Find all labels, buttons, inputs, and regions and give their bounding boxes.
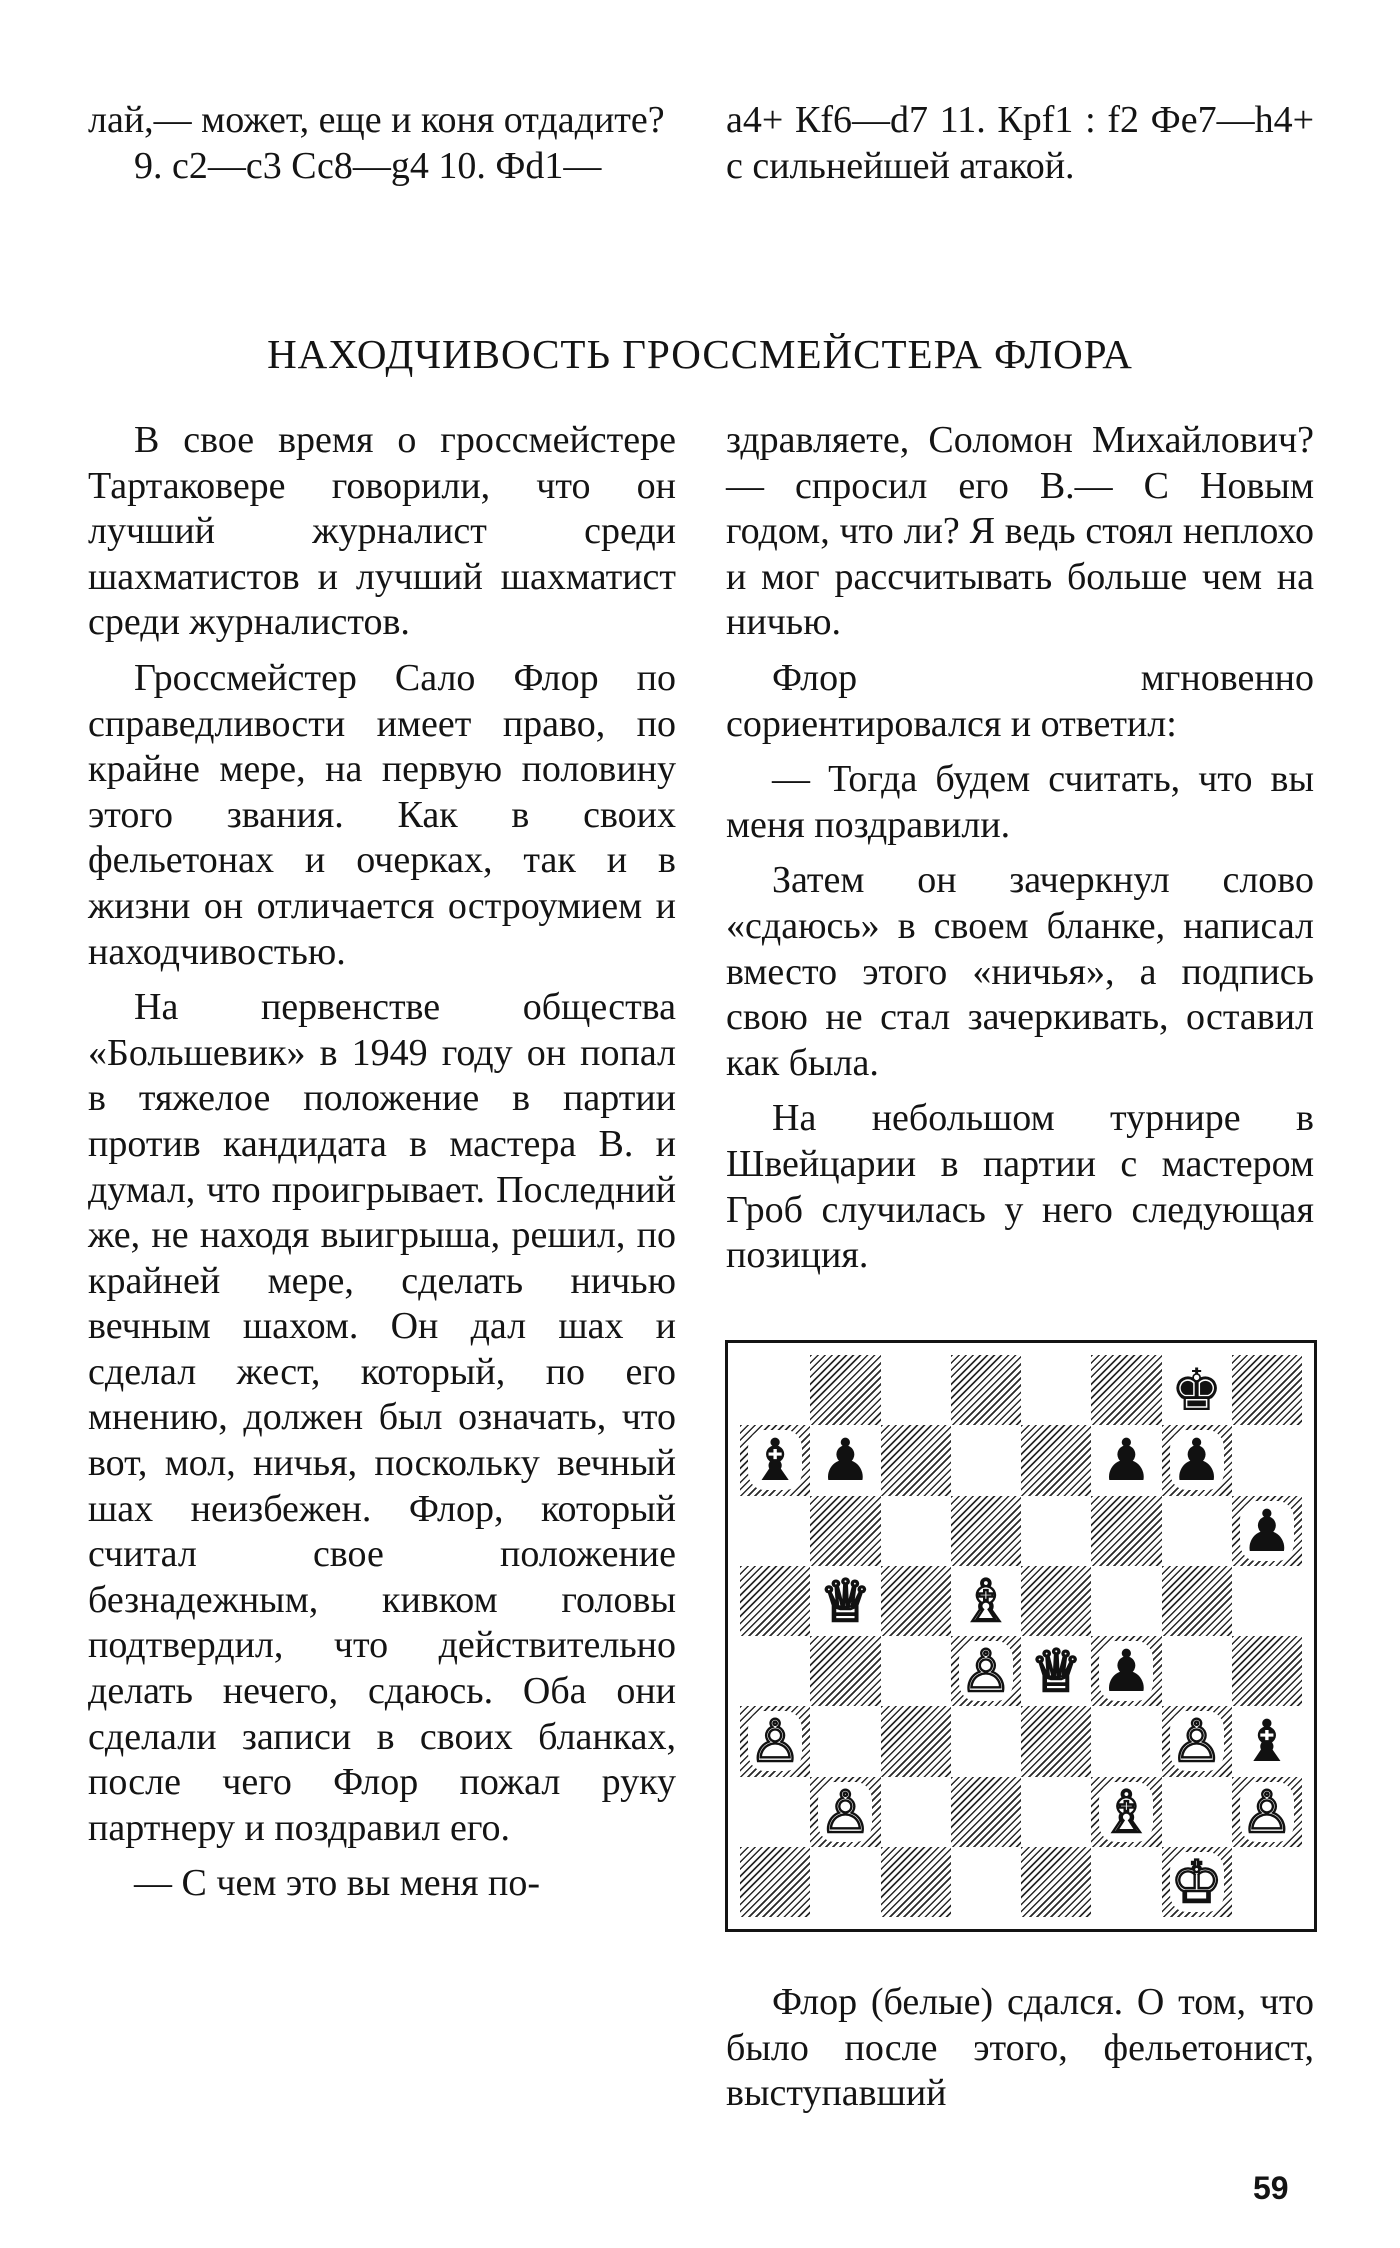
paragraph: a4+ Кf6—d7 11. Крf1 : f2 Фе7—h4+ с сильнейшей атакой. [726, 99, 1314, 187]
white-queen-icon: ♕ [1030, 1637, 1083, 1706]
right-column [726, 418, 1314, 1279]
square-b3 [810, 1706, 880, 1776]
square-g2 [1162, 1777, 1232, 1847]
white-pawn-icon: ♙ [819, 1777, 872, 1846]
square-h6 [1232, 1496, 1302, 1566]
square-e4 [1021, 1636, 1091, 1706]
black-pawn-icon: ♟ [1100, 1426, 1153, 1495]
square-e5 [1021, 1566, 1091, 1636]
paragraph: На первенстве общества «Большевик» в 1949 году он попал в тяжелое положение в партии против кандидата в мастера В. и думал, что проигрывает. Последний же, не находя выигрыша, решил, по крайней мере, сделать ничью вечным шахом. Он дал шах и сделал жест, который, по его мнению, должен был означать, что вот, мол, ничья, поскольку вечный шах неизбежен. Флор, который считал свое положение безнадежным, кивком головы подтвердил, что действительно делать нечего, сдаюсь. Оба они сделали записи в своих бланках, после чего Флор пожал руку партнеру и поздравил его. [88, 986, 676, 1849]
square-b1 [810, 1847, 880, 1917]
top-right-column [726, 98, 1314, 189]
square-f3 [1091, 1706, 1161, 1776]
square-g5 [1162, 1566, 1232, 1636]
square-a8 [740, 1355, 810, 1425]
paragraph: Флор мгновенно сориентировался и ответил: [726, 656, 1314, 745]
square-h3 [1232, 1706, 1302, 1776]
square-g7 [1162, 1425, 1232, 1495]
white-pawn-icon: ♙ [1170, 1707, 1223, 1776]
white-bishop-icon: ♗ [959, 1566, 1012, 1635]
white-pawn-icon: ♙ [1240, 1777, 1293, 1846]
square-f8 [1091, 1355, 1161, 1425]
square-d5 [951, 1566, 1021, 1636]
square-f1 [1091, 1847, 1161, 1917]
square-f5 [1091, 1566, 1161, 1636]
paragraph: здравляете, Соломон Михайлович? — спросил его В.— С Новым годом, что ли? Я ведь стоял неплохо и мог рассчитывать больше чем на ничью. [726, 419, 1314, 644]
paragraph: Гроссмейстер Сало Флор по справедливости имеет право, по крайне мере, на первую половину этого звания. Как в своих фельетонах и очерках, так и в жизни он отличается остроумием и находчивостью. [88, 656, 676, 973]
square-h8 [1232, 1355, 1302, 1425]
square-d3 [951, 1706, 1021, 1776]
paragraph: 9. c2—c3 Сс8—g4 10. Фd1— [134, 144, 602, 187]
square-e3 [1021, 1706, 1091, 1776]
square-d7 [951, 1425, 1021, 1495]
white-king-icon: ♔ [1170, 1847, 1223, 1916]
caption-column [726, 1980, 1314, 2117]
paragraph: — Тогда будем считать, что вы меня поздравили. [726, 758, 1314, 846]
diagram-caption: Флор (белые) сдался. О том, что было после этого, фельетонист, выступавший [726, 1981, 1314, 2115]
square-a1 [740, 1847, 810, 1917]
section-title: НАХОДЧИВОСТЬ ГРОССМЕЙСТЕРА ФЛОРА [267, 331, 1133, 377]
square-g3 [1162, 1706, 1232, 1776]
top-left-column [88, 98, 676, 189]
square-b7 [810, 1425, 880, 1495]
square-e8 [1021, 1355, 1091, 1425]
square-e6 [1021, 1496, 1091, 1566]
square-d4 [951, 1636, 1021, 1706]
square-d6 [951, 1496, 1021, 1566]
square-d8 [951, 1355, 1021, 1425]
square-h7 [1232, 1425, 1302, 1495]
square-a2 [740, 1777, 810, 1847]
paragraph: Затем он зачеркнул слово «сдаюсь» в своем бланке, написал вместо этого «ничья», а подпись свою не стал зачеркивать, оставил как была. [726, 859, 1314, 1084]
square-c2 [881, 1777, 951, 1847]
square-d1 [951, 1847, 1021, 1917]
black-bishop-icon: ♝ [1240, 1707, 1293, 1776]
square-f4 [1091, 1636, 1161, 1706]
white-bishop-icon: ♗ [1100, 1777, 1153, 1846]
white-pawn-icon: ♙ [959, 1637, 1012, 1706]
square-b4 [810, 1636, 880, 1706]
square-f2 [1091, 1777, 1161, 1847]
paragraph: лай,— может, еще и коня отдадите? [88, 99, 665, 141]
square-e1 [1021, 1847, 1091, 1917]
square-e2 [1021, 1777, 1091, 1847]
paragraph: — С чем это вы меня по- [134, 1862, 540, 1905]
chess-diagram [725, 1340, 1317, 1932]
square-a3 [740, 1706, 810, 1776]
square-a5 [740, 1566, 810, 1636]
square-c8 [881, 1355, 951, 1425]
black-pawn-icon: ♟ [819, 1426, 872, 1495]
square-h2 [1232, 1777, 1302, 1847]
square-b6 [810, 1496, 880, 1566]
square-b5 [810, 1566, 880, 1636]
square-b2 [810, 1777, 880, 1847]
square-a7 [740, 1425, 810, 1495]
square-g4 [1162, 1636, 1232, 1706]
square-c7 [881, 1425, 951, 1495]
square-c5 [881, 1566, 951, 1636]
square-h1 [1232, 1847, 1302, 1917]
square-h4 [1232, 1636, 1302, 1706]
square-g6 [1162, 1496, 1232, 1566]
square-c4 [881, 1636, 951, 1706]
white-queen-icon: ♕ [819, 1566, 872, 1635]
left-column [88, 418, 676, 1907]
square-c6 [881, 1496, 951, 1566]
black-king-icon: ♚ [1170, 1356, 1223, 1425]
square-b8 [810, 1355, 880, 1425]
black-pawn-icon: ♟ [1170, 1426, 1223, 1495]
square-c1 [881, 1847, 951, 1917]
square-e7 [1021, 1425, 1091, 1495]
paragraph: На небольшом турнире в Швейцарии в партии с мастером Гроб случилась у него следующая позиция. [726, 1097, 1314, 1277]
square-d2 [951, 1777, 1021, 1847]
square-f7 [1091, 1425, 1161, 1495]
square-h5 [1232, 1566, 1302, 1636]
page-number: 59 [1253, 2170, 1289, 2206]
square-c3 [881, 1706, 951, 1776]
chess-board [740, 1355, 1302, 1917]
black-bishop-icon: ♝ [749, 1426, 802, 1495]
square-f6 [1091, 1496, 1161, 1566]
white-pawn-icon: ♙ [749, 1707, 802, 1776]
paragraph: В свое время о гроссмейстере Тартаковере говорили, что он лучший журналист среди шахматистов и лучший шахматист среди журналистов. [88, 419, 676, 644]
square-g1 [1162, 1847, 1232, 1917]
square-a6 [740, 1496, 810, 1566]
black-pawn-icon: ♟ [1100, 1637, 1153, 1706]
square-g8 [1162, 1355, 1232, 1425]
square-a4 [740, 1636, 810, 1706]
black-pawn-icon: ♟ [1240, 1496, 1293, 1565]
